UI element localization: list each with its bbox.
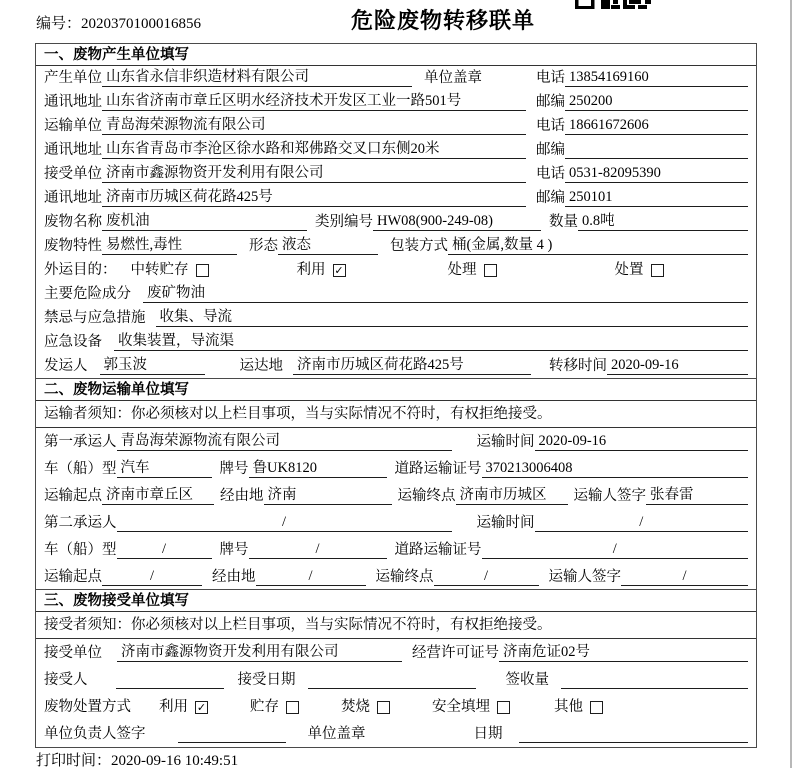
- option-store: 贮存: [250, 699, 299, 716]
- hazard-label: 主要危险成分: [44, 286, 131, 302]
- row-shipper: [36, 354, 756, 378]
- phone-label: 电话: [536, 166, 565, 182]
- sign1-value: 张春雷: [646, 487, 748, 505]
- phone-label: 电话: [536, 118, 565, 134]
- page-title: 危险废物转移联单: [350, 8, 535, 33]
- receiver-person-value: [116, 688, 224, 689]
- row-waste-name: [36, 210, 756, 234]
- start2-label: 运输起点: [44, 568, 102, 585]
- equipment-label: 应急设备: [44, 334, 102, 350]
- start1-label: 运输起点: [44, 487, 102, 504]
- plate1-value: 鲁UK8120: [249, 460, 387, 478]
- doc-number-label: 编号：: [36, 16, 82, 32]
- carrier2-value: /: [117, 514, 452, 532]
- via1-value: 济南: [264, 487, 392, 505]
- section1-header: 一、废物产生单位填写: [36, 44, 756, 66]
- vehicle2-value: /: [117, 541, 212, 559]
- manifest-form: [35, 43, 757, 748]
- landfill-checkbox: [497, 701, 510, 714]
- row-transporter-address: [36, 138, 756, 162]
- vehicle1-value: 汽车: [117, 460, 212, 478]
- waste-name-value: 废机油: [102, 213, 307, 231]
- quantity-label: 数量: [549, 214, 578, 230]
- taboo-value: 收集、导流: [156, 309, 749, 327]
- option-burn: 焚烧: [341, 699, 390, 716]
- form-label: 形态: [249, 238, 278, 254]
- row-transport-unit: [36, 114, 756, 138]
- road-permit1-label: 道路运输证号: [394, 460, 482, 477]
- print-time-value: 2020-09-16 10:49:51: [111, 753, 239, 769]
- print-time: [36, 749, 238, 770]
- address-label: 通讯地址: [44, 142, 102, 158]
- receiver-address-value: 济南市历城区荷花路425号: [102, 189, 526, 207]
- row-responsible-sign: [36, 720, 756, 747]
- destination-label: 运达地: [239, 358, 283, 374]
- transporter-address-value: 山东省青岛市李沧区徐水路和郑佛路交叉口东侧20米: [102, 141, 526, 159]
- produce-unit-value: 山东省永信非织造材料有限公司: [102, 69, 412, 87]
- shipper-label: 发运人: [44, 358, 88, 374]
- section2-header: 二、废物运输单位填写: [36, 379, 756, 401]
- produce-unit-label: 产生单位: [44, 70, 102, 86]
- taboo-label: 禁忌与应急措施: [44, 310, 146, 326]
- row-vehicle2: [36, 536, 756, 563]
- sign1-label: 运输人签字: [573, 487, 646, 504]
- transporter-zip-value: [565, 158, 748, 159]
- dispose-checkbox: [651, 264, 664, 277]
- form-value: 液态: [278, 237, 378, 255]
- row-first-carrier: [36, 428, 756, 455]
- category-label: 类别编号: [315, 214, 373, 230]
- unit-seal-label: 单位盖章: [424, 70, 482, 86]
- receive-unit-label: 接受单位: [44, 645, 102, 661]
- plate1-label: 牌号: [219, 460, 249, 477]
- equipment-value: 收集装置，导流渠: [114, 333, 748, 351]
- receiver-zip-value: 250101: [565, 189, 748, 207]
- section3-header: 三、废物接受单位填写: [36, 590, 756, 612]
- row-taboo-measures: [36, 306, 756, 330]
- transport-unit-label: 运输单位: [44, 118, 102, 134]
- receiver-notice: 接受者须知：你必须核对以上栏目事项，当与实际情况不符时，有权拒绝接受。: [36, 612, 756, 639]
- transporter-phone-value: 18661672606: [565, 117, 748, 135]
- use-checkbox: ✓: [334, 264, 344, 277]
- receive-unit-value: 济南市鑫源物资开发利用有限公司: [117, 644, 402, 662]
- carrier1-label: 第一承运人: [44, 433, 117, 450]
- use2-checkbox: ✓: [196, 701, 207, 714]
- option-other: 其他: [554, 699, 603, 716]
- receive-unit-label: 接受单位: [44, 166, 102, 182]
- receive-date-label: 接受日期: [237, 672, 296, 688]
- transfer-time-label: 转移时间: [549, 358, 607, 374]
- responsible-sign-label: 单位负责人签字: [44, 726, 146, 742]
- row-produce-unit: [36, 66, 756, 90]
- signed-amount-label: 签收量: [505, 672, 549, 688]
- date-label: 日期: [473, 726, 503, 742]
- treat-checkbox: [484, 264, 497, 277]
- option-dispose: 处置: [615, 262, 664, 279]
- start1-value: 济南市章丘区: [102, 487, 214, 505]
- transfer-storage-checkbox: [196, 264, 209, 277]
- sign2-label: 运输人签字: [548, 568, 621, 585]
- road-permit1-value: 370213006408: [482, 460, 749, 478]
- responsible-sign-value: [178, 742, 286, 743]
- section-receiver: [35, 589, 757, 748]
- row-receiver-address: [36, 186, 756, 210]
- other-checkbox: [590, 701, 603, 714]
- print-time-label: 打印时间：: [36, 753, 112, 769]
- section-producer: [35, 43, 757, 379]
- transport-time2-label: 运输时间: [476, 514, 535, 531]
- transfer-time-value: 2020-09-16: [607, 357, 748, 375]
- license-label: 经营许可证号: [412, 645, 499, 661]
- receiver-phone-value: 0531-82095390: [565, 165, 748, 183]
- zip-label: 邮编: [536, 142, 565, 158]
- receive-unit-value: 济南市鑫源物资开发利用有限公司: [102, 165, 526, 183]
- end2-label: 运输终点: [375, 568, 434, 585]
- category-value: HW08(900-249-08): [373, 213, 541, 231]
- phone-label: 电话: [536, 70, 565, 86]
- row-receive-unit2: [36, 639, 756, 666]
- unit-seal-label: 单位盖章: [307, 726, 366, 742]
- package-label: 包装方式: [390, 238, 448, 254]
- row-route1: [36, 482, 756, 509]
- disposal-method-label: 废物处置方式: [44, 699, 131, 715]
- license-value: 济南危证02号: [499, 644, 748, 662]
- zip-label: 邮编: [536, 190, 565, 206]
- row-emergency-equipment: [36, 330, 756, 354]
- row-route2: [36, 563, 756, 590]
- transport-unit-value: 青岛海荣源物流有限公司: [102, 117, 526, 135]
- transport-time1-label: 运输时间: [476, 433, 535, 450]
- quantity-value: 0.8吨: [578, 213, 748, 231]
- section-transporter: [35, 378, 757, 591]
- row-receive-unit: [36, 162, 756, 186]
- via2-value: /: [256, 568, 366, 586]
- character-label: 废物特性: [44, 238, 102, 254]
- row-disposal-method: [36, 693, 756, 720]
- destination-value: 济南市历城区荷花路425号: [293, 357, 531, 375]
- producer-phone-value: 13854169160: [565, 69, 748, 87]
- hazard-value: 废矿物油: [143, 285, 748, 303]
- address-label: 通讯地址: [44, 190, 102, 206]
- signed-amount-value: [561, 688, 748, 689]
- via2-label: 经由地: [212, 568, 256, 585]
- plate2-value: /: [249, 541, 387, 559]
- zip-label: 邮编: [536, 94, 565, 110]
- transport-time2-value: /: [535, 514, 749, 532]
- package-value: 桶(金属,数量 4 ): [448, 237, 748, 255]
- start2-value: /: [102, 568, 202, 586]
- producer-zip-value: 250200: [565, 93, 748, 111]
- receive-date-value: [308, 688, 476, 689]
- via1-label: 经由地: [220, 487, 264, 504]
- option-transfer-storage: 中转贮存: [131, 262, 209, 279]
- date-value: [519, 742, 749, 743]
- purpose-label: 外运目的：: [44, 262, 117, 278]
- option-treat: 处理: [448, 262, 497, 279]
- carrier1-value: 青岛海荣源物流有限公司: [117, 433, 452, 451]
- option-use2: 利用 ✓: [159, 699, 207, 715]
- end2-value: /: [434, 568, 539, 586]
- shipper-value: 郭玉波: [100, 357, 205, 375]
- page-edge-line: [790, 0, 792, 768]
- qr-code-fragment: [575, 0, 655, 10]
- option-landfill: 安全填埋: [432, 699, 510, 716]
- row-receiver-person: [36, 666, 756, 693]
- row-vehicle1: [36, 455, 756, 482]
- producer-address-value: 山东省济南市章丘区明水经济技术开发区工业一路501号: [102, 93, 526, 111]
- row-waste-character: [36, 234, 756, 258]
- road-permit2-value: /: [482, 541, 749, 559]
- receiver-person-label: 接受人: [44, 672, 88, 688]
- doc-number-value: 2020370100016856: [81, 16, 202, 32]
- plate2-label: 牌号: [219, 541, 249, 558]
- store-checkbox: [286, 701, 299, 714]
- end1-value: 济南市历城区: [456, 487, 568, 505]
- character-value: 易燃性,毒性: [102, 237, 237, 255]
- waste-name-label: 废物名称: [44, 214, 102, 230]
- transporter-notice: 运输者须知：你必须核对以上栏目事项，当与实际情况不符时，有权拒绝接受。: [36, 401, 756, 428]
- vehicle1-label: 车（船）型: [44, 460, 117, 477]
- address-label: 通讯地址: [44, 94, 102, 110]
- sign2-value: /: [621, 568, 748, 586]
- carrier2-label: 第二承运人: [44, 514, 117, 531]
- burn-checkbox: [377, 701, 390, 714]
- road-permit2-label: 道路运输证号: [394, 541, 482, 558]
- end1-label: 运输终点: [397, 487, 456, 504]
- transport-time1-value: 2020-09-16: [535, 433, 749, 451]
- row-hazard-component: [36, 282, 756, 306]
- vehicle2-label: 车（船）型: [44, 541, 117, 558]
- row-purpose: [36, 258, 756, 282]
- row-second-carrier: [36, 509, 756, 536]
- option-use: 利用 ✓: [296, 262, 344, 278]
- row-producer-address: [36, 90, 756, 114]
